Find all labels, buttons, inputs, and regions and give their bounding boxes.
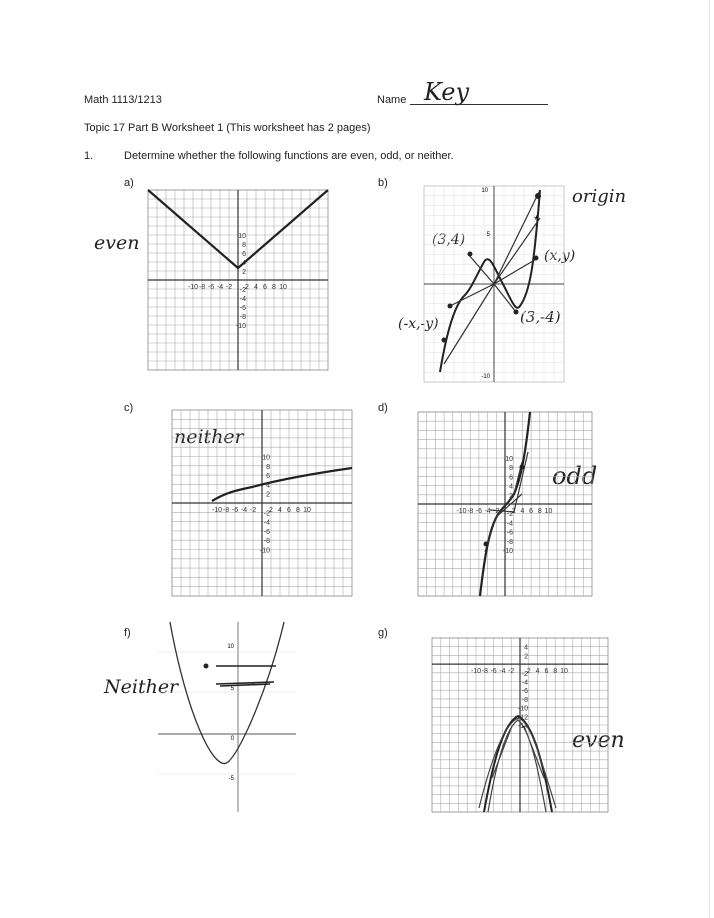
graph-c-x-tick: -8 — [222, 507, 230, 514]
graph-g-y-tick: -6 — [521, 688, 528, 696]
graph-c-x-tick: 6 — [287, 507, 291, 514]
graph-f-sketch-lines — [216, 666, 276, 686]
graph-g-x-tick: -2 — [508, 668, 515, 676]
graph-a-x-tick: 8 — [272, 284, 276, 291]
graph-a-x-tick: 2 — [245, 284, 249, 291]
graph-b-tick-top: 10 — [481, 188, 488, 194]
page-edge-line — [709, 0, 710, 918]
graph-a-x-tick: 6 — [263, 284, 267, 291]
part-a-label: a) — [124, 177, 134, 189]
topic-line: Topic 17 Part B Worksheet 1 (This worksheet has 2 pages) — [84, 122, 371, 134]
graph-d-x-tick: 8 — [537, 508, 542, 515]
graph-g-y-tick: -12 — [517, 714, 528, 722]
graph-b-point — [468, 252, 473, 257]
graph-c-y-tick: -4 — [263, 519, 270, 527]
graph-c-y-tick: -8 — [263, 538, 270, 546]
graph-c-x-tick: -6 — [231, 507, 239, 514]
graph-b-tick-mid: 5 — [486, 232, 490, 238]
answer-g: even — [572, 728, 625, 753]
b-point-label-x-y: (x,y) — [544, 248, 576, 264]
graph-c — [172, 410, 352, 596]
graph-c-grid — [172, 410, 352, 596]
graph-a-y-tick: -6 — [239, 305, 246, 312]
graph-b-tick-bottom: -10 — [481, 374, 490, 380]
graph-a-x-tick: 10 — [279, 284, 287, 291]
graph-g-x-tick: 6 — [544, 668, 549, 676]
graph-c-x-tick: -4 — [240, 507, 248, 514]
graph-c-x-tick: 10 — [303, 507, 311, 514]
graph-b-point — [442, 338, 447, 343]
graph-a-y-tick: -4 — [239, 296, 246, 303]
graph-c-x-tick: -2 — [249, 507, 257, 514]
graph-d-grid — [418, 412, 592, 596]
graph-b-cubic — [440, 190, 540, 372]
graph-f — [158, 622, 296, 812]
graph-d-x-tick: -8 — [467, 508, 474, 515]
graph-a — [148, 190, 328, 370]
graph-g-x-tick: -8 — [481, 668, 488, 676]
graph-d-y-tick: 10 — [505, 456, 513, 463]
graph-g-x-tick: -4 — [499, 668, 506, 676]
graph-d-point — [520, 465, 525, 470]
b-point-label-3-neg4: (3,-4) — [520, 308, 561, 326]
graph-c-y-tick: -6 — [263, 528, 270, 536]
graph-a-grid — [148, 190, 328, 370]
graph-d-x-tick: 10 — [544, 508, 553, 515]
graph-g-y-tick: 2 — [524, 653, 528, 661]
graph-g-y-tick: -4 — [521, 679, 528, 687]
graph-a-x-tick: 4 — [254, 284, 258, 291]
graph-d-y-tick: -2 — [506, 511, 513, 519]
part-g-label: g) — [378, 627, 388, 639]
graph-a-x-tick: -6 — [207, 284, 215, 291]
graph-c-y-tick: 6 — [266, 473, 270, 481]
graph-a-y-tick: -8 — [239, 314, 246, 321]
graph-b-point — [448, 304, 453, 309]
answer-c: neither — [174, 426, 244, 448]
graph-g — [432, 638, 608, 812]
graph-d-x-tick: -6 — [475, 508, 483, 515]
graph-c-y-tick: 10 — [262, 454, 270, 462]
graph-d-y-tick: -6 — [506, 529, 513, 537]
graph-c-y-tick: -10 — [259, 547, 270, 555]
graph-a-x-tick: -2 — [225, 284, 233, 291]
part-f-label: f) — [124, 627, 131, 639]
graph-d — [418, 412, 592, 596]
answer-b: origin — [572, 186, 627, 207]
answer-a: even — [94, 232, 140, 254]
graph-d-y-tick: -8 — [506, 538, 513, 546]
part-b-label: b) — [378, 177, 388, 189]
answer-d: odd — [552, 462, 598, 490]
graph-f-tick-neg5: -5 — [228, 776, 234, 782]
graph-d-y-tick: -4 — [506, 520, 513, 528]
graph-g-x-tick: 2 — [526, 668, 531, 676]
graph-g-x-tick: -10 — [470, 668, 482, 676]
graph-d-x-tick: 2 — [511, 508, 516, 515]
graph-g-grid — [432, 638, 608, 812]
graph-g-y-tick: -14 — [517, 723, 528, 730]
b-point-label-3-4: (3,4) — [432, 232, 466, 248]
graph-a-y-tick: -2 — [239, 287, 246, 294]
graph-a-y-tick: -10 — [235, 323, 246, 330]
graph-a-x-tick: -4 — [216, 284, 224, 291]
graph-c-y-tick: 4 — [266, 482, 270, 490]
graph-d-x-tick: -10 — [456, 508, 467, 515]
graph-g-x-tick: 10 — [560, 668, 568, 676]
graph-c-x-tick: 2 — [269, 507, 273, 514]
graph-f-tick-0: 0 — [230, 736, 234, 742]
graph-g-x-tick: 8 — [553, 668, 558, 676]
graph-a-y-tick: 10 — [238, 233, 246, 240]
graph-f-tick-5: 5 — [230, 686, 234, 692]
graph-f-tick-10: 10 — [227, 644, 234, 650]
graph-a-x-tick: -8 — [198, 284, 206, 291]
part-d-label: d) — [378, 402, 388, 414]
graph-g-y-tick: -10 — [517, 705, 528, 713]
graph-d-x-tick: -2 — [493, 508, 500, 515]
graph-b-sketch-lines — [444, 190, 540, 364]
graph-a-y-tick: 8 — [242, 242, 246, 249]
question-text: Determine whether the following functions are even, odd, or neither. — [124, 150, 454, 162]
graph-c-y-tick: 8 — [266, 463, 270, 471]
graph-d-y-tick: 4 — [509, 483, 513, 491]
graph-f-point — [204, 664, 209, 669]
graph-b-point — [535, 193, 541, 199]
name-handwritten: Key — [424, 78, 470, 106]
graph-d-y-tick: -10 — [502, 548, 513, 555]
graph-c-x-tick: 4 — [278, 507, 282, 514]
graph-g-y-tick: 4 — [524, 644, 528, 652]
graph-d-x-tick: 6 — [529, 508, 534, 515]
graph-d-y-tick: 8 — [509, 465, 513, 473]
graph-c-x-tick: -10 — [211, 507, 223, 514]
graph-d-y-tick: 2 — [509, 492, 513, 500]
course-title: Math 1113/1213 — [84, 94, 162, 106]
graph-b-point — [514, 310, 519, 315]
graph-b — [424, 186, 564, 382]
question-number: 1. — [84, 150, 94, 162]
name-label: Name — [377, 94, 407, 106]
graph-d-x-tick: 4 — [520, 508, 525, 515]
graph-g-x-tick: -6 — [490, 668, 497, 676]
answer-f: Neither — [104, 676, 179, 698]
graph-a-y-tick: 4 — [242, 260, 246, 267]
graph-d-point — [484, 542, 489, 547]
part-c-label: c) — [124, 402, 134, 414]
graph-d-x-tick: -4 — [484, 508, 491, 515]
graph-d-y-tick: 6 — [509, 474, 513, 482]
graph-g-y-tick: -2 — [521, 670, 528, 678]
graph-c-x-tick: 8 — [296, 507, 300, 514]
graph-b-point — [534, 256, 539, 261]
graph-a-y-tick: 6 — [242, 251, 246, 258]
graph-g-x-tick: 4 — [535, 668, 540, 676]
graph-c-y-tick: -2 — [263, 510, 270, 518]
graph-a-y-tick: 2 — [242, 269, 246, 276]
graph-c-y-tick: 2 — [266, 491, 270, 499]
graph-g-y-tick: -8 — [521, 696, 528, 704]
b-point-label-neg-x-neg-y: (-x,-y) — [398, 316, 439, 332]
graph-a-x-tick: -10 — [187, 284, 199, 291]
graph-g-parabola-sketch — [479, 718, 556, 812]
graph-b-star: * — [534, 213, 539, 227]
